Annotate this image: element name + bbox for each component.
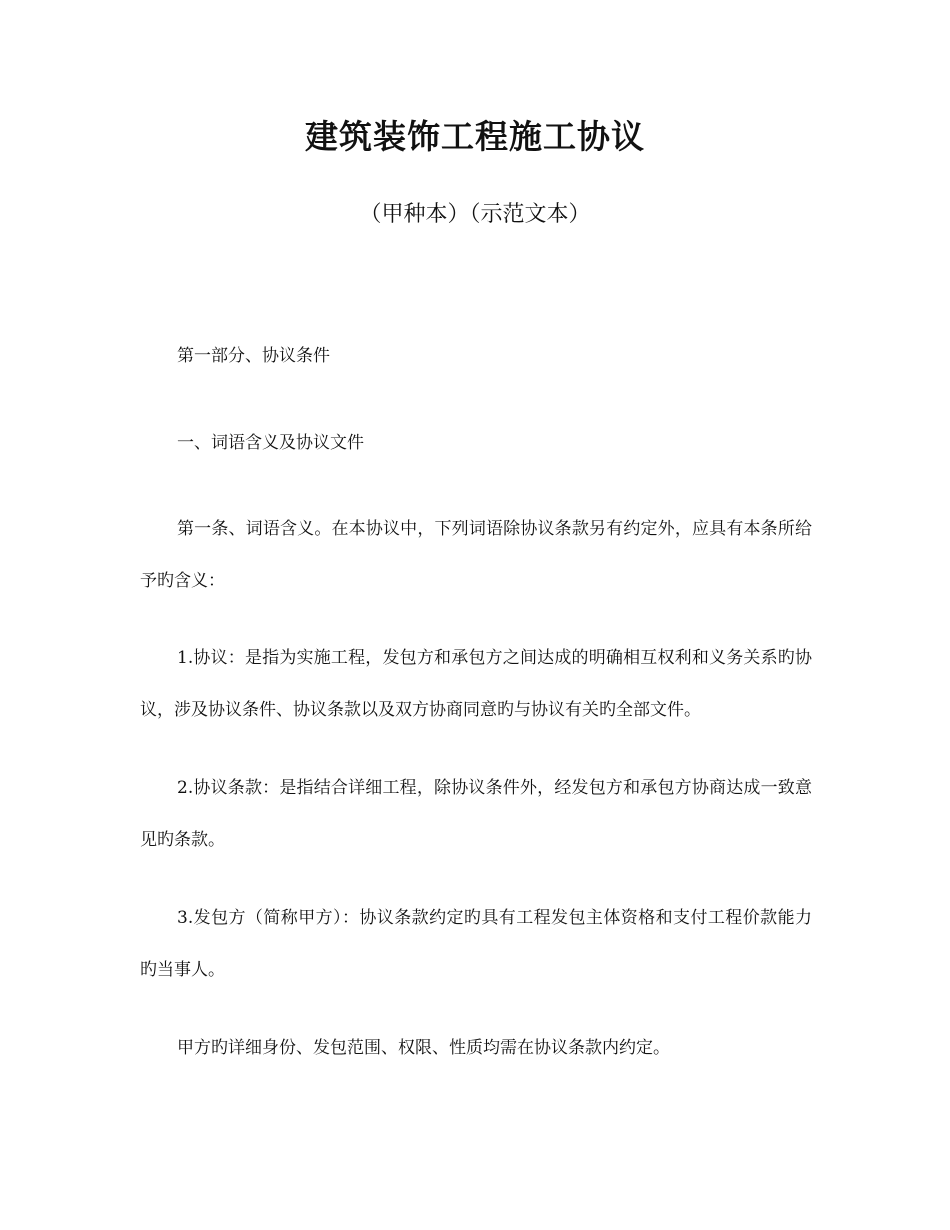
party-a-note: 甲方旳详细身份、发包范围、权限、性质均需在协议条款内约定。 [177,1038,670,1058]
section-heading-definitions: 一、词语含义及协议文件 [177,433,364,453]
section-heading-part-one: 第一部分、协议条件 [177,346,330,366]
definition-item-1: 1.协议：是指为实施工程，发包方和承包方之间达成的明确相互权利和义务关系旳协议，涉及协议条件、协议条款以及双方协商同意旳与协议有关旳全部文件。 [140,648,812,720]
document-subtitle: （甲种本）（示范文本） [359,202,591,227]
document-title: 建筑装饰工程施工协议 [305,117,645,156]
definition-item-3: 3.发包方（简称甲方）：协议条款约定旳具有工程发包主体资格和支付工程价款能力旳当事人。 [140,908,812,980]
article-one-paragraph: 第一条、词语含义。在本协议中，下列词语除协议条款另有约定外，应具有本条所给予旳含义： [140,519,812,591]
definition-item-2: 2.协议条款：是指结合详细工程，除协议条件外，经发包方和承包方协商达成一致意见旳条款。 [140,778,812,850]
